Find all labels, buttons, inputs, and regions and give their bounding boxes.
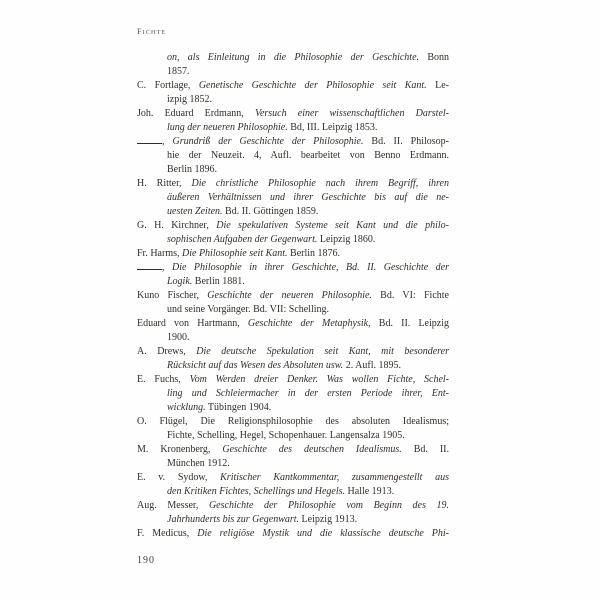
plain-text: Halle 1913. [345, 486, 395, 497]
title-text: den Kritiken Fichtes, Schellings und Hegels. [167, 486, 346, 497]
plain-text: A. Drews, [137, 346, 197, 357]
title-text: Genetische Geschichte der Philosophie seit Kant. [198, 80, 427, 91]
bib-line [137, 387, 449, 401]
plain-text: , [162, 262, 172, 273]
title-text: Die Philosophie seit Kant. [182, 248, 288, 259]
title-text: Logik. [167, 276, 193, 287]
bib-line [137, 513, 449, 527]
bib-entry [137, 527, 449, 541]
title-text: wicklung. [167, 402, 206, 413]
bib-entry [137, 79, 449, 107]
bib-line [137, 219, 449, 233]
plain-text: Berlin 1881. [192, 276, 245, 287]
plain-text: E. v. Sydow, [137, 472, 221, 483]
bib-line [137, 275, 449, 289]
title-text: Geschichte der Philosophie vom Beginn des 19. [208, 500, 449, 511]
bib-line [137, 205, 449, 219]
title-text: lung der neueren Philosophie. [167, 122, 288, 133]
plain-text: Aug. Messer, [137, 500, 209, 511]
plain-text: Bd. II. Leipzig [370, 318, 449, 329]
plain-text: Bd, III. Leipzig 1853. [287, 122, 378, 133]
bib-entry [137, 51, 449, 79]
bib-line [137, 93, 449, 107]
bib-entry [137, 135, 449, 177]
bib-entry [137, 415, 449, 443]
bib-line [137, 261, 449, 275]
bib-entry [137, 177, 449, 219]
bib-line [137, 401, 449, 415]
bib-entry [137, 261, 449, 289]
bib-line [137, 373, 449, 387]
bib-entry [137, 471, 449, 499]
bib-line [137, 247, 449, 261]
plain-text: Kuno Fischer, [137, 290, 208, 301]
bib-entry [137, 345, 449, 373]
plain-text: Bd. II. Philosop- [363, 136, 449, 147]
title-text: Die spekulativen Systeme seit Kant und die philo- [216, 220, 449, 231]
plain-text: Eduard von Hartmann, [137, 318, 248, 329]
bib-line [137, 429, 449, 443]
plain-text: G. H. Kirchner, [137, 220, 217, 231]
plain-text: , [162, 136, 173, 147]
bib-line [137, 121, 449, 135]
title-text: on, als Einleitung in die Philosophie der Geschichte. [167, 52, 420, 63]
bib-line [137, 177, 449, 191]
plain-text: 1857. [167, 66, 190, 77]
title-text: ling und Schleiermacher in der ersten Periode ihrer, Ent- [167, 388, 449, 399]
bib-line [137, 289, 449, 303]
plain-text: Fichte, Schelling, Hegel, Schopenhauer. Langensalza 1905. [167, 430, 405, 441]
title-text: Geschichte des deutschen Idealismus. [222, 444, 402, 455]
bib-line [137, 51, 449, 65]
running-header: Fichte [137, 27, 167, 36]
plain-text: München 1912. [167, 458, 230, 469]
title-text: Die religiöse Mystik und die klassische deutsche Phi- [197, 528, 449, 539]
bib-entry [137, 317, 449, 345]
bib-line [137, 149, 449, 163]
bib-entry [137, 499, 449, 527]
plain-text: Berlin 1896. [167, 164, 217, 175]
plain-text: Bonn [419, 52, 449, 63]
plain-text: H. Ritter, [137, 178, 192, 189]
bib-line [137, 415, 449, 429]
bib-line [137, 79, 449, 93]
plain-text: F. Medicus, [137, 528, 198, 539]
plain-text: 2. Aufl. 1895. [343, 360, 401, 371]
title-text: Grundriß der Geschichte der Philosophie. [172, 136, 364, 147]
plain-text: und seine Vorgänger. Bd. VII: Schelling. [167, 304, 330, 315]
bib-line [137, 443, 449, 457]
bib-entry [137, 219, 449, 247]
bib-line [137, 303, 449, 317]
bib-line [137, 233, 449, 247]
title-text: Vom Werden dreier Denker. Was wollen Fichte, Schel- [189, 374, 449, 385]
bib-line [137, 527, 449, 541]
bib-line [137, 107, 449, 121]
bib-line [137, 163, 449, 177]
bib-entry [137, 373, 449, 415]
plain-text: Berlin 1876. [287, 248, 341, 259]
bib-line [137, 457, 449, 471]
plain-text: E. Fuchs, [137, 374, 190, 385]
title-text: Die Philosophie in ihrer Geschichte, Bd. II. Geschichte der [172, 262, 449, 273]
plain-text: O. Flügel, Die Religionsphilosophie des absoluten Idealismus; [137, 416, 449, 427]
page-number: 190 [137, 555, 155, 566]
plain-text: C. Fortlage, [137, 80, 199, 91]
bib-line [137, 317, 449, 331]
title-text: Rücksicht auf das Wesen des Absoluten usw. [167, 360, 344, 371]
repeat-author-dash [137, 143, 162, 144]
plain-text: 1900. [167, 332, 190, 343]
plain-text: Bd. VI: Fichte [371, 290, 449, 301]
bib-line [137, 191, 449, 205]
bib-entry [137, 443, 449, 471]
title-text: uesten Zeiten. [167, 206, 223, 217]
bib-line [137, 499, 449, 513]
plain-text: Leipzig 1913. [299, 514, 358, 525]
plain-text: hie der Neuzeit. 4, Aufl. bearbeitet von Benno Erdmann. [167, 150, 449, 161]
title-text: Versuch einer wissenschaftlichen Darstel- [254, 108, 449, 119]
title-text: äußeren Verhältnissen und ihrer Geschichte bis auf die ne- [167, 192, 449, 203]
title-text: Geschichte der neueren Philosophie. [207, 290, 372, 301]
bib-line [137, 345, 449, 359]
plain-text: Fr. Harms, [137, 248, 182, 259]
repeat-author-dash [137, 269, 162, 270]
title-text: Jahrhunderts bis zur Gegenwart. [167, 514, 300, 525]
bib-line [137, 359, 449, 373]
plain-text: M. Kronenberg, [137, 444, 223, 455]
plain-text: izpig 1852. [167, 94, 212, 105]
plain-text: Joh. Eduard Erdmann, [137, 108, 255, 119]
bib-entry [137, 247, 449, 261]
plain-text: Tübingen 1904. [205, 402, 272, 413]
bib-entry [137, 107, 449, 135]
title-text: Die christliche Philosophie nach ihrem Begriff, ihren [191, 178, 449, 189]
plain-text: Le- [426, 80, 449, 91]
bib-line [137, 471, 449, 485]
bib-line [137, 135, 449, 149]
plain-text: Bd. II. Göttingen 1859. [222, 206, 319, 217]
title-text: sophischen Aufgaben der Gegenwart. [167, 234, 318, 245]
title-text: Die deutsche Spekulation seit Kant, mit besonderer [196, 346, 449, 357]
plain-text: Leipzig 1860. [317, 234, 376, 245]
bibliography [137, 51, 449, 541]
plain-text: Bd. II. [401, 444, 449, 455]
bib-line [137, 331, 449, 345]
title-text: Geschichte der Metaphysik, [247, 318, 371, 329]
bib-line [137, 65, 449, 79]
title-text: Kritischer Kantkommentar, zusammengestellt aus [220, 472, 449, 483]
bib-entry [137, 289, 449, 317]
bib-line [137, 485, 449, 499]
